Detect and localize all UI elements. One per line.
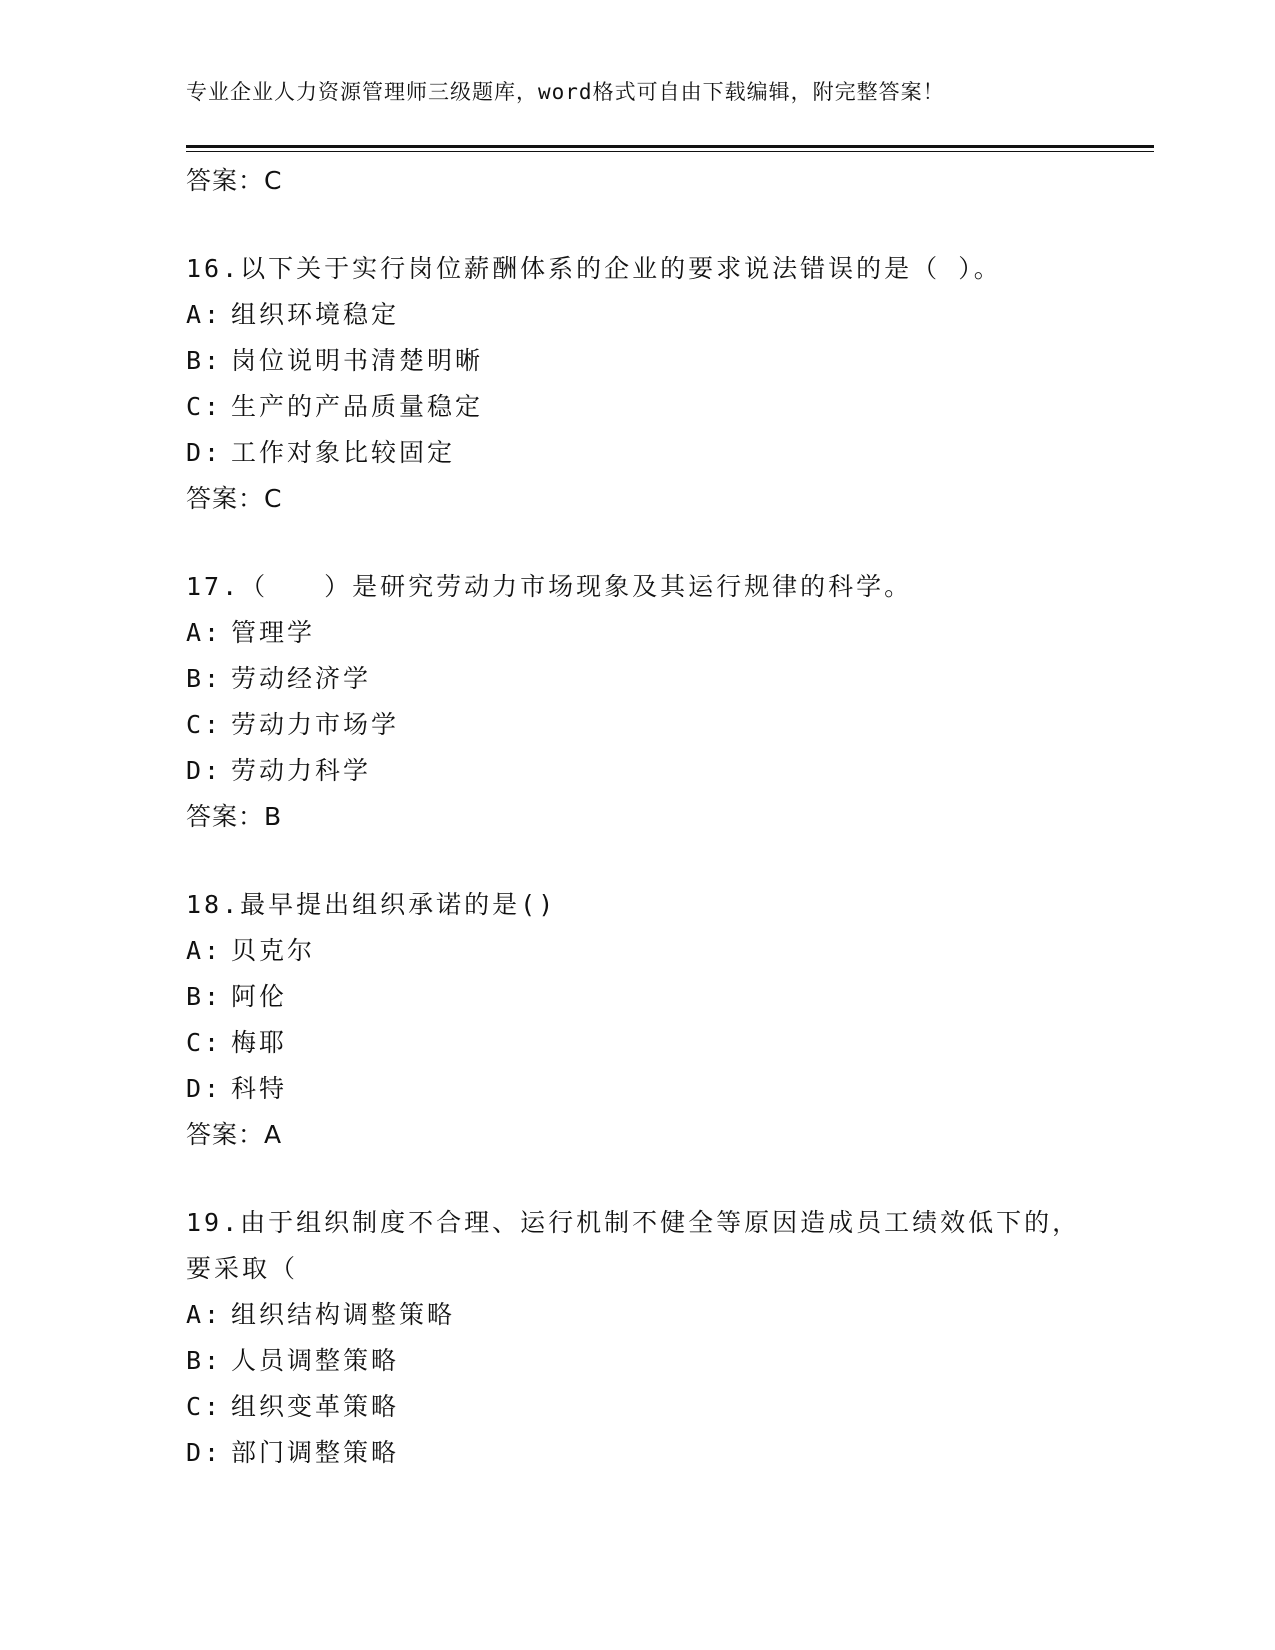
option-letter: B:	[186, 982, 223, 1011]
option-letter: A:	[186, 618, 223, 647]
header-divider-thick	[186, 145, 1154, 148]
option-letter: A:	[186, 300, 223, 329]
option-d	[186, 430, 1106, 476]
option-text: 组织环境稳定	[231, 300, 400, 329]
option-text: 人员调整策略	[231, 1346, 400, 1375]
option-d	[186, 748, 1106, 794]
question-stem: 18.最早提出组织承诺的是()	[186, 890, 557, 919]
question-stem: 17.（ ）是研究劳动力市场现象及其运行规律的科学。	[186, 572, 913, 601]
option-a	[186, 610, 1106, 656]
option-text: 工作对象比较固定	[231, 438, 456, 467]
option-c	[186, 1020, 1106, 1066]
option-letter: C:	[186, 710, 223, 739]
option-letter: C:	[186, 1392, 223, 1421]
question-stem: 16.以下关于实行岗位薪酬体系的企业的要求说法错误的是（ ）。	[186, 254, 1002, 283]
option-text: 劳动力市场学	[231, 710, 400, 739]
option-text: 劳动力科学	[231, 756, 372, 785]
option-letter: B:	[186, 1346, 223, 1375]
option-a	[186, 1292, 1106, 1338]
option-letter: C:	[186, 1028, 223, 1057]
header-divider-thin	[186, 151, 1154, 152]
option-b	[186, 1338, 1106, 1384]
option-text: 阿伦	[231, 982, 288, 1011]
option-text: 梅耶	[231, 1028, 288, 1057]
option-text: 科特	[231, 1074, 288, 1103]
option-a	[186, 292, 1106, 338]
option-b	[186, 974, 1106, 1020]
option-d	[186, 1430, 1106, 1476]
option-letter: D:	[186, 1438, 223, 1467]
option-letter: B:	[186, 346, 223, 375]
option-text: 劳动经济学	[231, 664, 372, 693]
option-text: 岗位说明书清楚明晰	[231, 346, 484, 375]
option-c	[186, 1384, 1106, 1430]
question-list	[186, 158, 1106, 1476]
option-letter: A:	[186, 1300, 223, 1329]
option-text: 管理学	[231, 618, 316, 647]
question-16	[186, 246, 1106, 522]
option-letter: C:	[186, 392, 223, 421]
option-a	[186, 928, 1106, 974]
answer-line: 答案：A	[186, 1120, 283, 1149]
option-letter: D:	[186, 438, 223, 467]
option-letter: D:	[186, 756, 223, 785]
page-header: 专业企业人力资源管理师三级题库，word格式可自由下载编辑，附完整答案！	[186, 80, 945, 104]
answer-line: 答案：B	[186, 802, 283, 831]
option-letter: A:	[186, 936, 223, 965]
option-letter: B:	[186, 664, 223, 693]
answer-line: 答案：C	[186, 166, 283, 195]
option-b	[186, 338, 1106, 384]
question-17	[186, 564, 1106, 840]
question-18	[186, 882, 1106, 1158]
option-d	[186, 1066, 1106, 1112]
option-letter: D:	[186, 1074, 223, 1103]
option-c	[186, 702, 1106, 748]
option-text: 组织变革策略	[231, 1392, 400, 1421]
question-19	[186, 1200, 1106, 1476]
answer-line: 答案：C	[186, 484, 283, 513]
option-text: 生产的产品质量稳定	[231, 392, 484, 421]
option-b	[186, 656, 1106, 702]
option-text: 贝克尔	[231, 936, 316, 965]
option-text: 组织结构调整策略	[231, 1300, 456, 1329]
option-text: 部门调整策略	[231, 1438, 400, 1467]
option-c	[186, 384, 1106, 430]
question-stem: 19.由于组织制度不合理、运行机制不健全等原因造成员工绩效低下的，要采取（	[186, 1208, 1081, 1283]
